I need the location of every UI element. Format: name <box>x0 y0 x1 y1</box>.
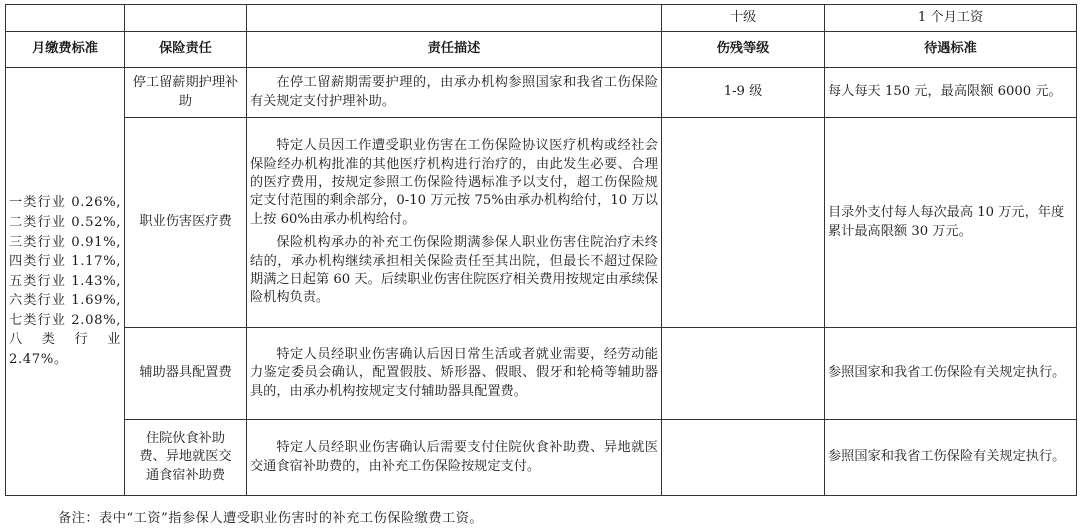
grade-cell <box>662 420 825 496</box>
benefit-cell: 参照国家和我省工伤保险有关规定执行。 <box>825 420 1077 496</box>
desc-paragraph: 特定人员经职业伤害确认后因日常生活或者就业需要，经劳动能力鉴定委员会确认，配置假肢、矫形器、假眼、假牙和轮椅等辅助器具的，由承办机构按规定支付辅助器具配置费。 <box>250 346 658 399</box>
item-cell: 住院伙食补助费、异地就医交通食宿补助费 <box>125 420 247 496</box>
rate-cell: 一类行业 0.26%, 二类行业 0.52%, 三类行业 0.91%, 四类行业 1.17%, 五类行业 1.43%, 六类行业 1.69%, 七类行业 2.08%, 八类行业 2.47%。 <box>6 68 125 496</box>
item-cell: 停工留薪期护理补助 <box>125 68 247 118</box>
desc-cell <box>247 420 662 496</box>
table-header-row <box>6 32 1077 68</box>
desc-paragraph: 保险机构承办的补充工伤保险期满参保人职业伤害住院治疗未终结的，承办机构继续承担相关保险责任至其出院，但最长不超过保险期满之日起第 60 天。后续职业伤害住院医疗相关费用按规定由承续保险机构负责。 <box>250 235 658 306</box>
benefit-cell: 参照国家和我省工伤保险有关规定执行。 <box>825 328 1077 420</box>
grade-cell <box>662 328 825 420</box>
item-cell: 辅助器具配置费 <box>125 328 247 420</box>
benefit-table <box>5 4 1077 496</box>
benefit-cell: 每人每天 150 元，最高限额 6000 元。 <box>825 68 1077 118</box>
grade-cell <box>662 118 825 328</box>
empty-cell <box>125 5 247 32</box>
empty-cell <box>6 5 125 32</box>
header-rate: 月缴费标准 <box>6 32 125 68</box>
grade-cell: 1-9 级 <box>662 68 825 118</box>
desc-cell <box>247 68 662 118</box>
empty-cell <box>247 5 662 32</box>
benefit-cell: 目录外支付每人每次最高 10 万元，年度累计最高限额 30 万元。 <box>825 118 1077 328</box>
benefit-group-cell: 1 个月工资 <box>825 5 1077 32</box>
desc-cell <box>247 328 662 420</box>
table-top-row <box>6 5 1077 32</box>
desc-paragraph: 特定人员因工作遭受职业伤害在工伤保险协议医疗机构或经社会保险经办机构批准的其他医疗机构进行治疗的，由此发生必要、合理的医疗费用，按规定参照工伤保险待遇标准予以支付，超工伤保险规定支付范围的剩余部分，0-10 万元按 75%由承办机构给付，10 万以上按 60%由承办机构给付。 <box>250 138 658 227</box>
table-row <box>6 328 1077 420</box>
header-item: 保险责任 <box>125 32 247 68</box>
desc-cell <box>247 118 662 328</box>
table-row <box>6 420 1077 496</box>
header-benefit: 待遇标准 <box>825 32 1077 68</box>
item-cell: 职业伤害医疗费 <box>125 118 247 328</box>
desc-paragraph: 特定人员经职业伤害确认后需要支付住院伙食补助费、异地就医交通食宿补助费的，由补充工伤保险按规定支付。 <box>250 440 658 474</box>
header-grade: 伤残等级 <box>662 32 825 68</box>
grade-group-cell: 十级 <box>662 5 825 32</box>
footnote: 备注：表中“工资”指参保人遭受职业伤害时的补充工伤保险缴费工资。 <box>58 511 484 526</box>
table-row <box>6 68 1077 118</box>
desc-paragraph: 在停工留薪期需要护理的，由承办机构参照国家和我省工伤保险有关规定支付护理补助。 <box>250 75 658 109</box>
table-row <box>6 118 1077 328</box>
header-desc: 责任描述 <box>247 32 662 68</box>
